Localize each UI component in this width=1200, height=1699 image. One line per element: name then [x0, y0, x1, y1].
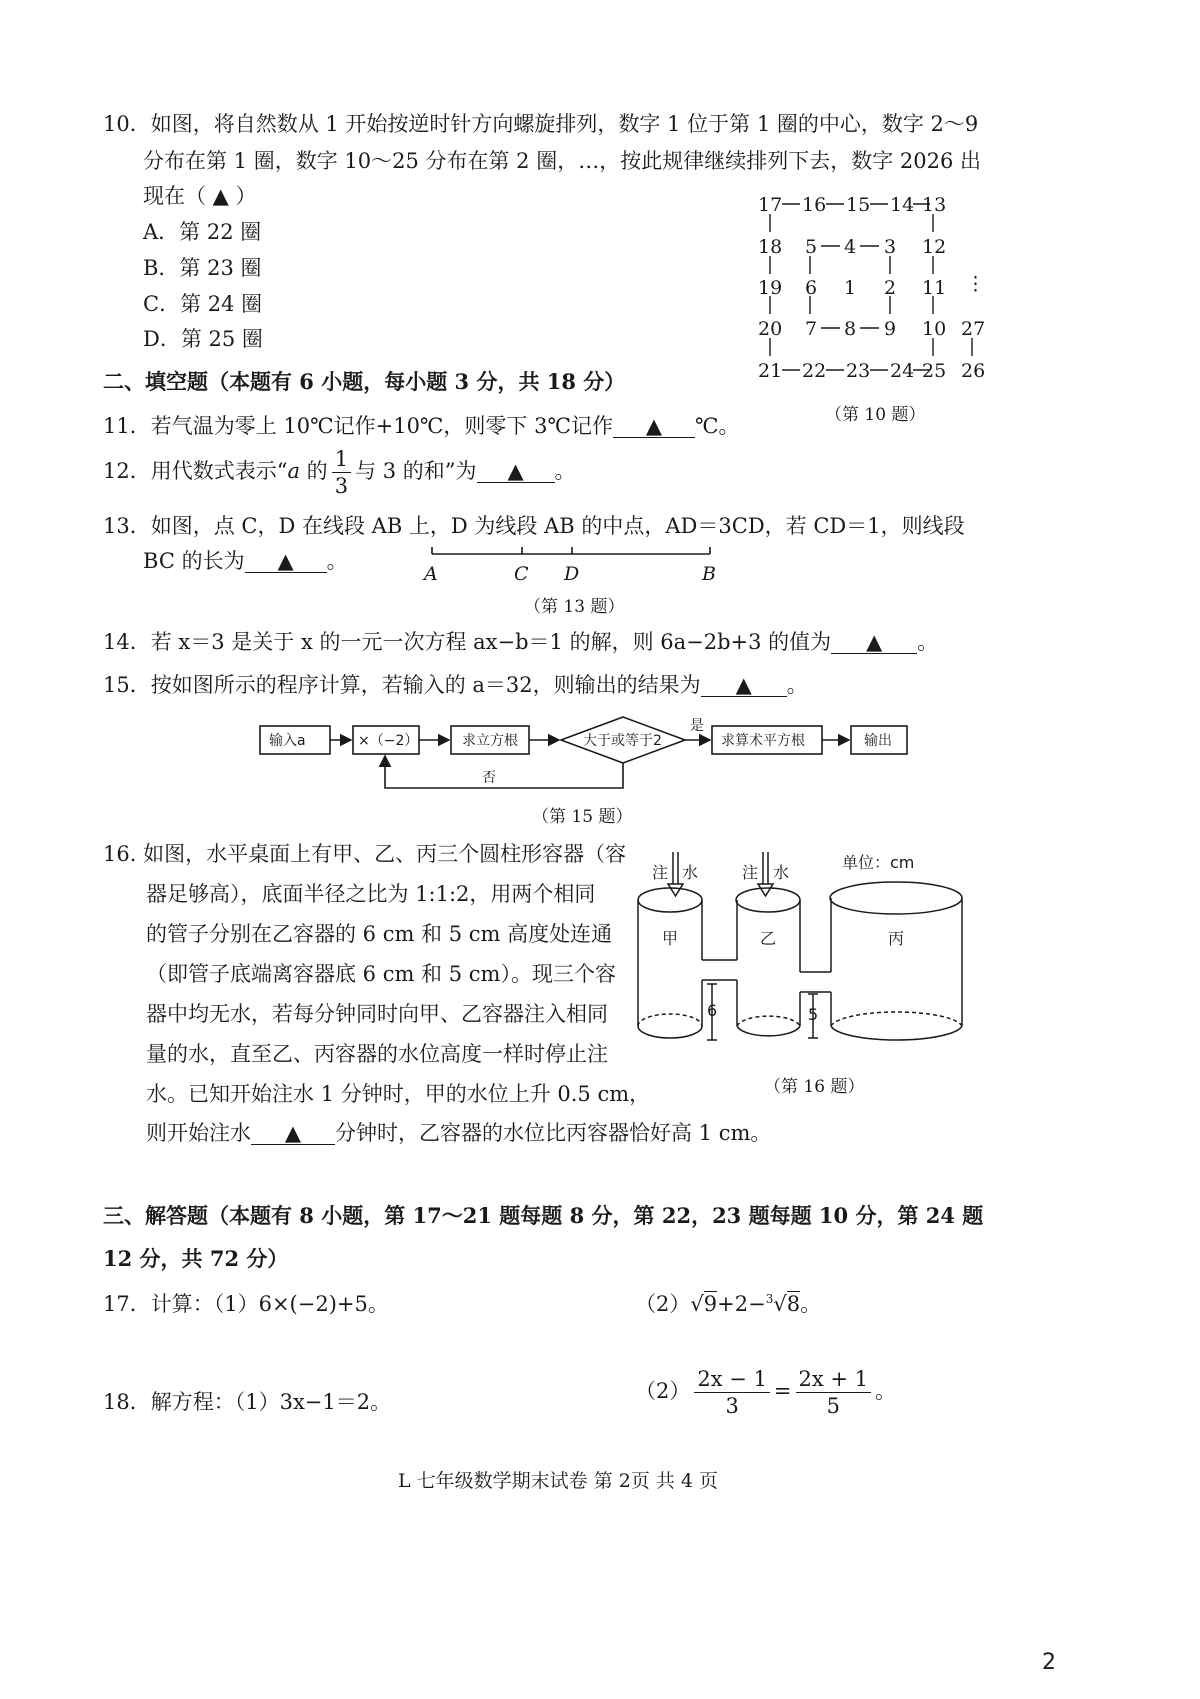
q16-line6: 量的水，直至乙、丙容器的水位高度一样时停止注	[146, 1042, 608, 1066]
q17-sqrt-radicand: 9	[703, 1292, 718, 1316]
spiral-ellipsis: ⋮	[966, 273, 985, 295]
spiral-19: 19	[758, 277, 783, 299]
label-c: C	[514, 563, 529, 585]
q12-mid: 的	[300, 459, 328, 483]
q10-option-d[interactable]: D．第 25 圈	[143, 327, 263, 351]
q14-text: 14．若 x＝3 是关于 x 的一元一次方程 ax−b＝1 的解，则 6a−2b+3 的值为	[103, 630, 832, 654]
q12-num: 1	[332, 446, 351, 473]
q18-fraction-left	[694, 1366, 770, 1419]
flow-cuberoot-label: 求立方根	[462, 733, 518, 749]
q13-line2	[143, 545, 348, 575]
q12-var: a	[287, 459, 300, 483]
q16-caption: （第 16 题）	[764, 1077, 865, 1097]
label-d: D	[564, 563, 580, 585]
q12-after: 。	[554, 459, 576, 483]
q17-cbrt-radicand: 8	[786, 1292, 801, 1316]
spiral-18: 18	[758, 236, 783, 258]
q13-after: 。	[326, 549, 348, 573]
q11-after: ℃。	[694, 414, 740, 438]
q18-part1: 18．解方程：（1）3x−1＝2。	[103, 1390, 392, 1414]
spiral-1: 1	[844, 277, 857, 299]
cbrt-index: 3	[765, 1292, 774, 1306]
cylinder-yi-label: 乙	[760, 929, 777, 948]
q16-line3: 的管子分别在乙容器的 6 cm 和 5 cm 高度处连通	[146, 922, 613, 946]
spiral-11: 11	[922, 277, 947, 299]
spiral-22: 22	[802, 360, 827, 382]
q10-option-b[interactable]: B．第 23 圈	[143, 256, 262, 280]
q13-blank[interactable]: ▲	[245, 550, 327, 573]
q16-last-post: 分钟时，乙容器的水位比丙容器恰好高 1 cm。	[335, 1121, 772, 1145]
spiral-26: 26	[961, 360, 986, 382]
q16-blank[interactable]: ▲	[251, 1122, 335, 1145]
spiral-12: 12	[922, 236, 947, 258]
segment-figure	[420, 540, 730, 590]
q12-fraction	[332, 446, 351, 499]
cylinder-jia-label: 甲	[662, 929, 679, 948]
flow-decision-label: 大于或等于2	[583, 733, 662, 749]
spiral-15: 15	[846, 194, 871, 216]
q11-blank[interactable]: ▲	[613, 415, 695, 438]
page-number: 2	[1042, 1650, 1056, 1675]
spiral-9: 9	[884, 318, 897, 340]
spiral-20: 20	[758, 318, 783, 340]
spiral-14: 14	[890, 194, 915, 216]
spiral-16: 16	[802, 194, 827, 216]
q18-n1: 2x − 1	[694, 1366, 770, 1393]
flow-output-label: 输出	[864, 733, 892, 749]
height-6-label: 6	[707, 1001, 718, 1020]
section3-line2: 12 分，共 72 分）	[103, 1246, 289, 1271]
section2-heading: 二、填空题（本题有 6 小题，每小题 3 分，共 18 分）	[103, 369, 626, 394]
flow-input-label: 输入a	[269, 733, 306, 749]
q18-part2-pre: （2）	[635, 1379, 691, 1403]
spiral-23: 23	[846, 360, 871, 382]
q16-line7: 水。已知开始注水 1 分钟时，甲的水位上升 0.5 cm，	[146, 1082, 651, 1106]
pour1-label-b: 水	[682, 863, 699, 882]
page-footer: L 七年级数学期末试卷 第 2页 共 4 页	[398, 1470, 719, 1492]
flow-yes-label: 是	[690, 718, 704, 734]
q17-part2	[635, 1288, 821, 1318]
q10-line2: 分布在第 1 圈，数字 10～25 分布在第 2 圈，…，按此规律继续排列下去，数字 2026 出	[143, 149, 982, 173]
q13-line1: 13．如图，点 C，D 在线段 AB 上，D 为线段 AB 的中点，AD＝3CD，若 CD＝1，则线段	[103, 514, 965, 538]
q12-blank[interactable]: ▲	[477, 460, 555, 483]
q16-line2: 器足够高），底面半径之比为 1:1:2，用两个相同	[146, 882, 596, 906]
q11	[103, 410, 739, 440]
cbrt-symbol: √	[773, 1292, 787, 1316]
q12-post: 与 3 的和”为	[355, 459, 477, 483]
cylinder-figure	[630, 848, 980, 1068]
q16-line5: 器中均无水，若每分钟同时向甲、乙容器注入相同	[146, 1002, 608, 1026]
label-a: A	[424, 563, 438, 585]
q14	[103, 626, 938, 656]
flow-sqrt-label: 求算术平方根	[721, 733, 805, 749]
q14-blank[interactable]: ▲	[831, 631, 917, 654]
spiral-27: 27	[961, 318, 986, 340]
q15-after: 。	[786, 673, 808, 697]
q11-text: 11．若气温为零上 10℃记作+10℃，则零下 3℃记作	[103, 414, 613, 438]
spiral-3: 3	[884, 236, 897, 258]
spiral-8: 8	[844, 318, 857, 340]
spiral-17: 17	[758, 194, 783, 216]
q15	[103, 669, 808, 699]
spiral-6: 6	[805, 277, 818, 299]
pour2-label-b: 水	[773, 863, 790, 882]
sqrt-symbol: √	[690, 1292, 704, 1316]
q18-n2: 2x + 1	[796, 1366, 872, 1393]
q13-line2-text: BC 的长为	[143, 549, 245, 573]
spiral-2: 2	[884, 277, 897, 299]
q10-caption: （第 10 题）	[825, 405, 926, 425]
label-b: B	[702, 563, 716, 585]
pour2-label-a: 注	[742, 863, 759, 882]
spiral-figure	[750, 190, 1010, 410]
q18-part2	[635, 1366, 896, 1419]
spiral-25: 25	[922, 360, 947, 382]
q12-pre: 12．用代数式表示“	[103, 459, 288, 483]
spiral-21: 21	[758, 360, 783, 382]
q18-part2-post: 。	[875, 1379, 897, 1403]
section3-line1: 三、解答题（本题有 8 小题，第 17～21 题每题 8 分，第 22，23 题每题 10 分，第 24 题	[103, 1203, 984, 1228]
q18-d1: 3	[725, 1394, 739, 1418]
q12	[103, 446, 576, 499]
q17-part2-post: 。	[800, 1292, 822, 1316]
spiral-7: 7	[805, 318, 818, 340]
flow-multiply-label: ×（−2）	[358, 733, 419, 749]
q10-line1: 10．如图，将自然数从 1 开始按逆时针方向螺旋排列，数字 1 位于第 1 圈的中心，数字 2～9	[103, 112, 979, 136]
q16-last-pre: 则开始注水	[146, 1121, 251, 1145]
spiral-5: 5	[805, 236, 818, 258]
q18-fraction-right	[796, 1366, 872, 1419]
spiral-13: 13	[922, 194, 947, 216]
spiral-24: 24	[890, 360, 915, 382]
q14-after: 。	[917, 630, 939, 654]
flow-no-label: 否	[482, 770, 496, 786]
q16-line1: 16. 如图，水平桌面上有甲、乙、丙三个圆柱形容器（容	[103, 842, 627, 866]
q18-eq: =	[773, 1379, 792, 1403]
spiral-10: 10	[922, 318, 947, 340]
q15-blank[interactable]: ▲	[701, 674, 787, 697]
q12-den: 3	[334, 474, 349, 498]
q10-option-c[interactable]: C．第 24 圈	[143, 292, 263, 316]
q16-line8	[146, 1117, 771, 1147]
q13-caption: （第 13 题）	[524, 597, 625, 617]
q10-line3: 现在（ ▲ ）	[143, 184, 257, 208]
spiral-4: 4	[844, 236, 857, 258]
q17-part1: 17．计算：（1）6×(−2)+5。	[103, 1292, 389, 1316]
unit-label: 单位：cm	[842, 853, 915, 872]
cylinder-bing-label: 丙	[888, 929, 905, 948]
flowchart	[255, 712, 915, 797]
q15-text: 15．按如图所示的程序计算，若输入的 a＝32，则输出的结果为	[103, 673, 701, 697]
q17-part2-mid: +2−	[717, 1292, 766, 1316]
q10-option-a[interactable]: A．第 22 圈	[143, 220, 262, 244]
q18-d2: 5	[826, 1394, 840, 1418]
height-5-label: 5	[808, 1005, 819, 1024]
pour1-label-a: 注	[652, 863, 669, 882]
q17-part2-pre: （2）	[635, 1292, 691, 1316]
q16-line4: （即管子底端离容器底 6 cm 和 5 cm）。现三个容	[146, 962, 616, 986]
q15-caption: （第 15 题）	[532, 807, 633, 827]
